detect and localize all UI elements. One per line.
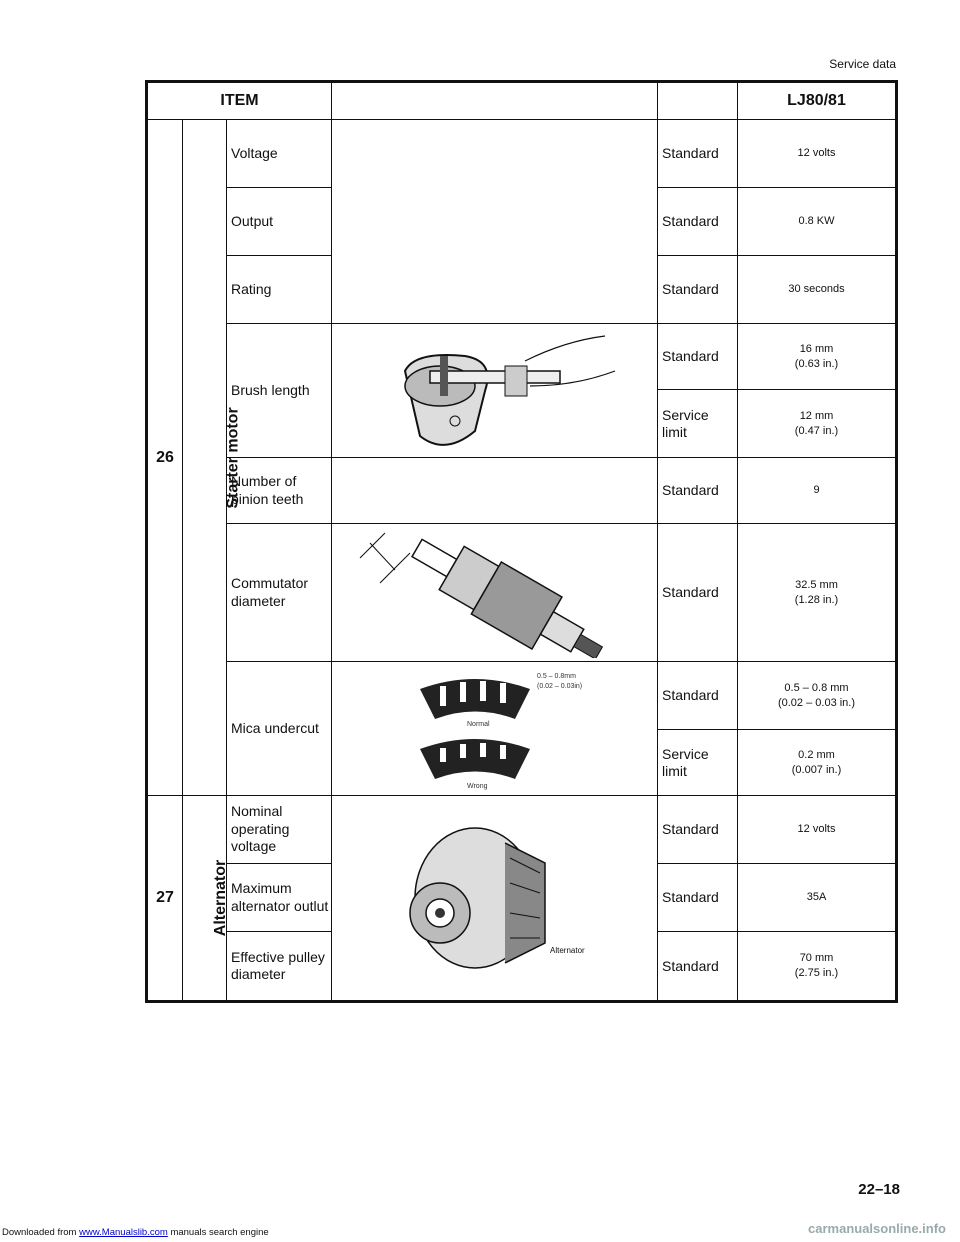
item-label: Mica undercut: [227, 662, 332, 796]
alternator-label: Alternator: [549, 946, 585, 955]
alternator-illustration: [345, 803, 645, 993]
spec-value: 12 volts: [738, 120, 897, 188]
manualslib-link[interactable]: www.Manualslib.com: [79, 1227, 168, 1238]
spec-value: 0.8 KW: [738, 188, 897, 256]
figure-blank: [332, 458, 658, 524]
item-label: Output: [227, 188, 332, 256]
condition-label: Standard: [658, 120, 738, 188]
col-model-header: LJ80/81: [738, 82, 897, 120]
table-header-row: [147, 82, 897, 120]
spec-value: 32.5 mm (1.28 in.): [738, 524, 897, 662]
spec-value: 30 seconds: [738, 256, 897, 324]
footer-prefix: Downloaded from: [2, 1227, 77, 1238]
brush-length-figure: [332, 324, 658, 458]
table-row: [147, 524, 897, 662]
item-label: Rating: [227, 256, 332, 324]
item-label: Commutator diameter: [227, 524, 332, 662]
mica-wrong-label: Wrong: [466, 782, 487, 790]
mica-normal-label: Normal: [466, 720, 490, 728]
condition-label: Standard: [658, 256, 738, 324]
group-name: Alternator: [183, 796, 227, 1002]
header-blank: [332, 82, 658, 120]
table-row: [147, 120, 897, 188]
condition-label: Service limit: [658, 390, 738, 458]
condition-label: Standard: [658, 796, 738, 864]
spec-value: 0.2 mm (0.007 in.): [738, 730, 897, 796]
service-data-table: [145, 80, 898, 1003]
spec-value: 12 volts: [738, 796, 897, 864]
condition-label: Standard: [658, 324, 738, 390]
mica-dimension-inch-label: (0.02 – 0.03in): [536, 682, 582, 690]
item-label: Number of pinion teeth: [227, 458, 332, 524]
table-row: [147, 324, 897, 390]
group-name: Starter motor: [183, 120, 227, 796]
condition-label: Standard: [658, 524, 738, 662]
item-label: Maximum alternator outlut: [227, 864, 332, 932]
armature-illustration: [345, 528, 645, 658]
item-label: Nominal operating voltage: [227, 796, 332, 864]
section-title: Service data: [829, 57, 896, 71]
page-number: 22–18: [858, 1181, 900, 1198]
commutator-figure: [332, 524, 658, 662]
figure-blank: [332, 120, 658, 324]
footer-suffix: manuals search engine: [170, 1227, 269, 1238]
condition-label: Standard: [658, 458, 738, 524]
header-blank: [658, 82, 738, 120]
table-row: [147, 458, 897, 524]
spec-value: 70 mm (2.75 in.): [738, 932, 897, 1002]
watermark: carmanualsonline.info: [808, 1221, 946, 1236]
item-label: Brush length: [227, 324, 332, 458]
table-row: [147, 796, 897, 864]
table-row: [147, 662, 897, 730]
caliper-brush-illustration: [345, 331, 645, 451]
alternator-figure: [332, 796, 658, 1002]
item-label: Effective pulley diameter: [227, 932, 332, 1002]
col-item-header: ITEM: [147, 82, 332, 120]
group-number: 26: [147, 120, 183, 796]
spec-value: 16 mm (0.63 in.): [738, 324, 897, 390]
condition-label: Standard: [658, 188, 738, 256]
condition-label: Standard: [658, 864, 738, 932]
mica-normal-graphic: [420, 679, 530, 719]
spec-value: 35A: [738, 864, 897, 932]
condition-label: Standard: [658, 662, 738, 730]
item-label: Voltage: [227, 120, 332, 188]
mica-wrong-graphic: [420, 739, 530, 779]
group-number: 27: [147, 796, 183, 1002]
download-footer: [2, 1227, 269, 1238]
condition-label: Service limit: [658, 730, 738, 796]
mica-undercut-figure: [332, 662, 658, 796]
spec-value: 0.5 – 0.8 mm (0.02 – 0.03 in.): [738, 662, 897, 730]
mica-dimension-label: 0.5 – 0.8mm: [536, 672, 576, 680]
mica-undercut-illustration: [345, 664, 645, 794]
spec-value: 9: [738, 458, 897, 524]
spec-value: 12 mm (0.47 in.): [738, 390, 897, 458]
condition-label: Standard: [658, 932, 738, 1002]
